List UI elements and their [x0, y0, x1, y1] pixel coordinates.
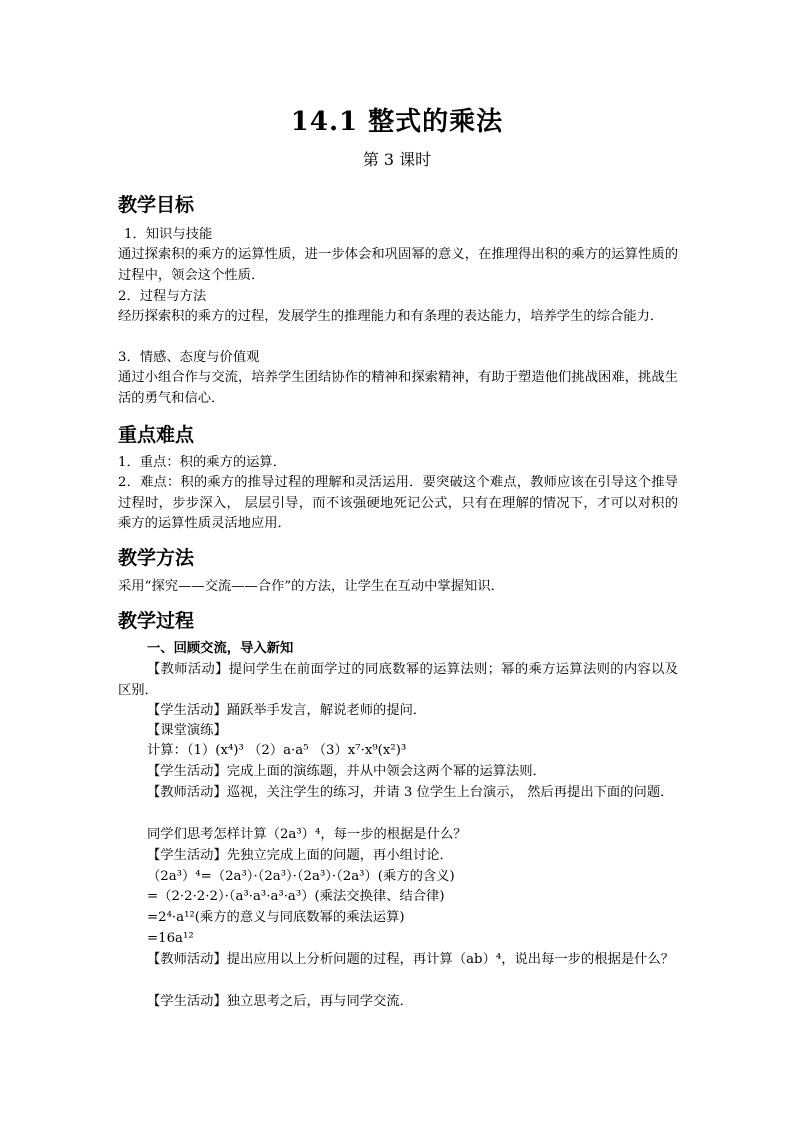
goals-item-1: 1．知识与技能: [124, 227, 213, 242]
process-step-1: （2a³）⁴=（2a³）·（2a³）·（2a³）·（2a³）(乘方的含义): [147, 869, 455, 884]
process-practice: 【课堂演练】: [147, 723, 227, 738]
page-subtitle: 第 3 课时: [362, 150, 432, 169]
keypoints-item-2: 2．难点：积的乘方的推导过程的理解和灵活运用．要突破这个难点，教师应该在引导这个推导过程时，步步深入， 层层引导，而不该强硬地死记公式，只有在理解的情况下，才可以对积的乘方的运算性质灵活地应用．: [118, 475, 678, 531]
process-heading: 教学过程: [118, 610, 195, 632]
process-step-2: =（2·2·2·2）·（a³·a³·a³·a³）(乘法交换律、结合律): [147, 889, 445, 904]
process-step-4: =16a¹²: [147, 931, 194, 946]
process-student-1: 【学生活动】踊跃举手发言，解说老师的提问．: [147, 703, 427, 718]
method-text: 采用“探究——交流——合作”的方法，让学生在互动中掌握知识．: [118, 579, 504, 594]
goals-text-3: 通过小组合作与交流，培养学生团结协作的精神和探索精神，有助于塑造他们挑战困难，挑战生活的勇气和信心．: [118, 370, 678, 406]
process-step-3: =2⁴·a¹²(乘方的意义与同底数幂的乘法运算): [147, 910, 405, 925]
process-exercise: 计算：（1）(x⁴)³ （2）a·a⁵ （3）x⁷·x⁹(x²)³: [147, 743, 407, 758]
process-teacher-1: 【教师活动】提问学生在前面学过的同底数幂的运算法则；幂的乘方运算法则的内容以及区别．: [118, 662, 678, 698]
process-student-4: 【学生活动】独立思考之后，再与同学交流．: [147, 994, 413, 1009]
goals-heading: 教学目标: [118, 194, 195, 216]
process-question: 同学们思考怎样计算（2a³）⁴，每一步的根据是什么？: [147, 827, 467, 842]
page-title: 14.1 整式的乘法: [290, 107, 504, 137]
keypoints-item-1: 1．重点：积的乘方的运算．: [118, 455, 287, 470]
goals-text-2: 经历探索积的乘方的过程，发展学生的推理能力和有条理的表达能力，培养学生的综合能力．: [118, 309, 664, 324]
process-subheading: 一、回顾交流，导入新知: [147, 641, 294, 656]
process-teacher-2: 【教师活动】巡视，关注学生的练习，并请 3 位学生上台演示， 然后再提出下面的问题．: [147, 785, 674, 800]
keypoints-heading: 重点难点: [118, 424, 195, 446]
process-teacher-3: 【教师活动】提出应用以上分析问题的过程，再计算（ab）⁴，说出每一步的根据是什么？: [147, 952, 675, 967]
process-student-2: 【学生活动】完成上面的演练题，并从中领会这两个幂的运算法则．: [147, 764, 546, 779]
method-heading: 教学方法: [118, 547, 195, 569]
goals-item-3: 3．情感、态度与价值观: [118, 350, 260, 365]
goals-item-2: 2．过程与方法: [118, 289, 207, 304]
process-student-3: 【学生活动】先独立完成上面的问题，再小组讨论．: [147, 848, 453, 863]
goals-text-1: 通过探索积的乘方的运算性质，进一步体会和巩固幂的意义，在推理得出积的乘方的运算性质的过程中，领会这个性质．: [118, 247, 678, 283]
